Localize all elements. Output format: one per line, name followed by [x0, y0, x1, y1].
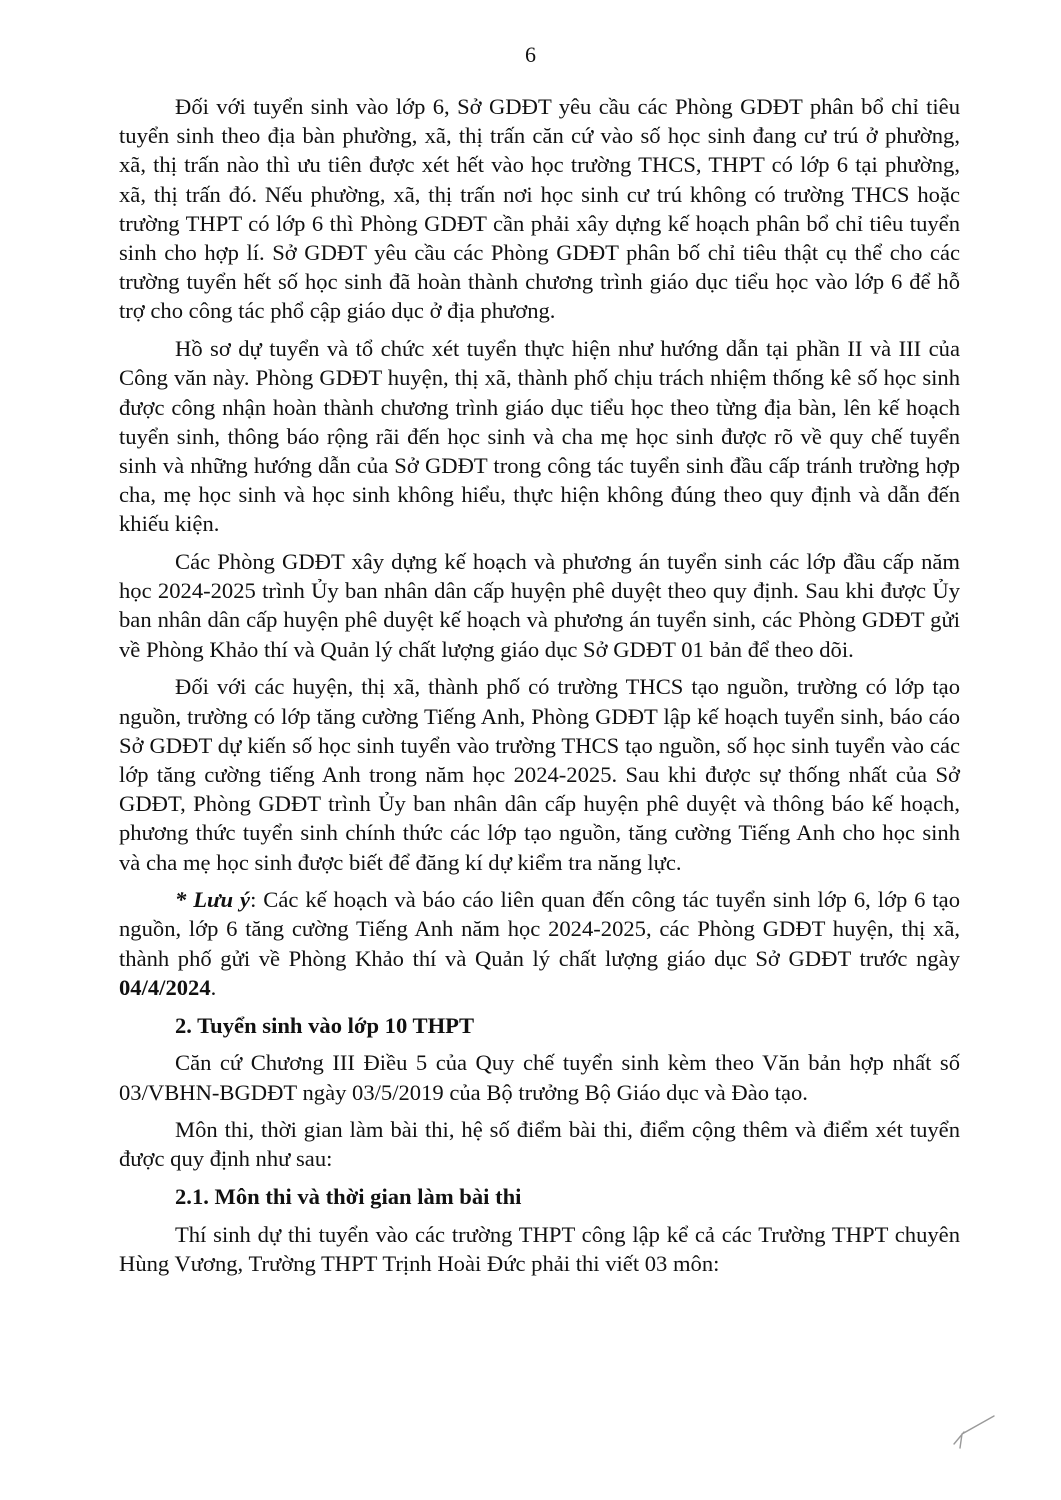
initial-mark-icon	[950, 1410, 998, 1450]
note-text: : Các kế hoạch và báo cáo liên quan đến công tác tuyển sinh lớp 6, lớp 6 tạo nguồn, lớp 6 tăng cường Tiếng Anh năm học 2024-2025, các Phòng GDĐT huyện, thị xã, thành phố gửi về Phòng Khảo thí và Quản lý chất lượng giáo dục Sở GDĐT trước ngày	[119, 887, 960, 971]
subsection-heading-mon-thi: 2.1. Môn thi và thời gian làm bài thi	[175, 1184, 522, 1210]
paragraph-luu-y	[119, 885, 960, 1002]
paragraph-lop6-chi-tieu: Đối với tuyển sinh vào lớp 6, Sở GDĐT yêu cầu các Phòng GDĐT phân bổ chỉ tiêu tuyển sinh theo địa bàn phường, xã, thị trấn căn cứ vào số học sinh đang cư trú ở phường, xã, thị trấn nào thì ưu tiên được xét hết vào học trường THCS, THPT có lớp 6 tại phường, xã, thị trấn đó. Nếu phường, xã, thị trấn nơi học sinh cư trú không có trường THCS hoặc trường THPT có lớp 6 thì Phòng GDĐT cần phải xây dựng kế hoạch phân bổ chỉ tiêu tuyển sinh cho hợp lí. Sở GDĐT yêu cầu các Phòng GDĐT phân bố chỉ tiêu thật cụ thể cho các trường tuyển hết số học sinh đã hoàn thành chương trình giáo dục tiểu học vào lớp 6 để hỗ trợ cho công tác phổ cập giáo dục ở địa phương.	[119, 94, 960, 324]
paragraph-mon-thi: Môn thi, thời gian làm bài thi, hệ số điểm bài thi, điểm cộng thêm và điểm xét tuyển được quy định như sau:	[119, 1117, 960, 1172]
paragraph-truong-tao-nguon: Đối với các huyện, thị xã, thành phố có trường THCS tạo nguồn, trường có lớp tạo nguồn, trường có lớp tăng cường Tiếng Anh, Phòng GDĐT lập kế hoạch tuyển sinh, báo cáo Sở GDĐT dự kiến số học sinh tuyển vào trường THCS tạo nguồn, số học sinh tuyển vào các lớp tăng cường tiếng Anh trong năm học 2024-2025. Sau khi được sự thống nhất của Sở GDĐT, Phòng GDĐT trình Ủy ban nhân dân cấp huyện phê duyệt và thông báo kế hoạch, phương thức tuyển sinh chính thức các lớp tạo nguồn, tăng cường Tiếng Anh cho học sinh và cha mẹ học sinh được biết để đăng kí dự kiểm tra năng lực.	[119, 674, 960, 875]
section-heading-lop10: 2. Tuyển sinh vào lớp 10 THPT	[175, 1012, 475, 1038]
note-label: * Lưu ý	[175, 887, 251, 913]
note-end: .	[210, 974, 217, 1000]
paragraph-ke-hoach-tuyen-sinh: Các Phòng GDĐT xây dựng kế hoạch và phương án tuyển sinh các lớp đầu cấp năm học 2024-2025 trình Ủy ban nhân dân cấp huyện phê duyệt theo quy định. Sau khi được Ủy ban nhân dân cấp huyện phê duyệt kế hoạch và phương án tuyển sinh, các Phòng GDĐT gửi về Phòng Khảo thí và Quản lý chất lượng giáo dục Sở GDĐT 01 bản để theo dõi.	[119, 549, 960, 662]
document-body	[119, 92, 960, 1287]
paragraph-ho-so-du-tuyen: Hồ sơ dự tuyển và tổ chức xét tuyển thực hiện như hướng dẫn tại phần II và III của Công văn này. Phòng GDĐT huyện, thị xã, thành phố chịu trách nhiệm thống kê số học sinh được công nhận hoàn thành chương trình giáo dục tiểu học theo từng địa bàn, lên kế hoạch tuyển sinh, thông báo rộng rãi đến học sinh và cha mẹ học sinh được rõ về quy chế tuyển sinh và những hướng dẫn của Sở GDĐT trong công tác tuyển sinh đầu cấp tránh trường hợp cha, mẹ học sinh và học sinh không hiểu, thực hiện không đúng theo quy định và dẫn đến khiếu kiện.	[119, 336, 960, 537]
page-number: 6	[525, 42, 536, 67]
note-deadline-date: 04/4/2024	[119, 974, 211, 1000]
paragraph-can-cu: Căn cứ Chương III Điều 5 của Quy chế tuyển sinh kèm theo Văn bản hợp nhất số 03/VBHN-BGDĐT ngày 03/5/2019 của Bộ trưởng Bộ Giáo dục và Đào tạo.	[119, 1050, 960, 1105]
paragraph-thi-sinh: Thí sinh dự thi tuyển vào các trường THPT công lập kể cả các Trường THPT chuyên Hùng Vương, Trường THPT Trịnh Hoài Đức phải thi viết 03 môn:	[119, 1221, 960, 1277]
